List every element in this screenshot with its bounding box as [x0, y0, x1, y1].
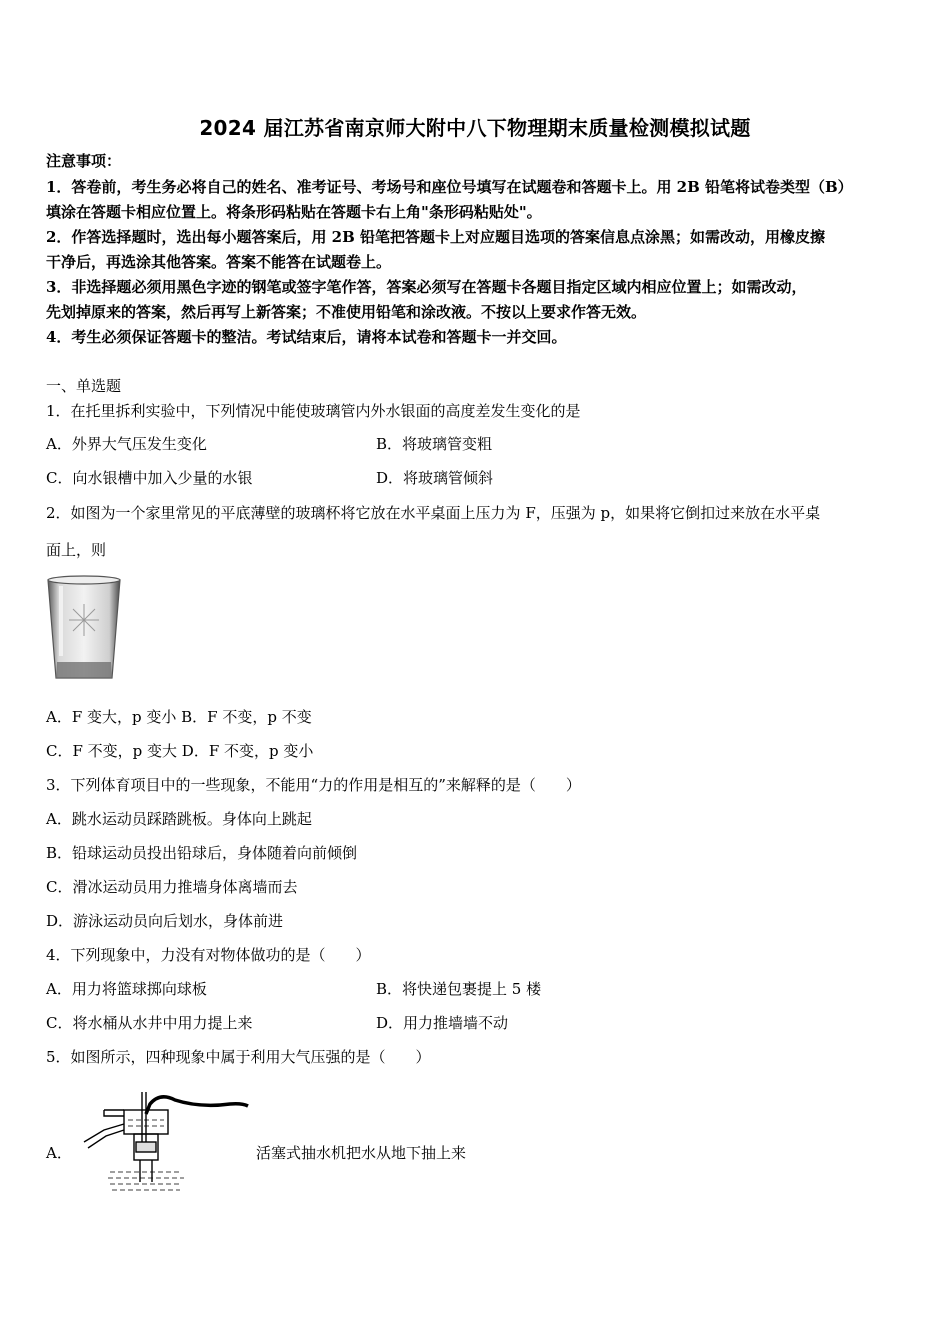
- q4-option-d: D．用力推墙墙不动: [376, 1014, 509, 1032]
- q2-options-row1: A．F 变大，p 变小 B．F 不变，p 不变: [46, 708, 312, 726]
- page-title: 2024 届江苏省南京师大附中八下物理期末质量检测模拟试题: [199, 116, 751, 140]
- q5-option-a-text: 活塞式抽水机把水从地下抽上来: [256, 1144, 467, 1162]
- q1-option-c: C．向水银槽中加入少量的水银: [46, 469, 253, 487]
- section-heading: 一、单选题: [46, 377, 122, 395]
- piston-pump-figure: [80, 1086, 254, 1196]
- notice-line: 干净后，再选涂其他答案。答案不能答在试题卷上。: [46, 253, 392, 271]
- q1-option-a: A．外界大气压发生变化: [46, 435, 207, 453]
- notice-line: 2．作答选择题时，选出每小题答案后，用 2B 铅笔把答题卡上对应题目选项的答案信息点涂黑；如需改动，用橡皮擦: [46, 228, 826, 246]
- q2-stem: 2．如图为一个家里常见的平底薄壁的玻璃杯将它放在水平桌面上压力为 F，压强为 p，如果将它倒扣过来放在水平桌: [46, 504, 821, 522]
- notice-line: 1．答卷前，考生务必将自己的姓名、准考证号、考场号和座位号填写在试题卷和答题卡上。用 2B 铅笔将试卷类型（B）: [46, 178, 853, 196]
- notice-line: 填涂在答题卡相应位置上。将条形码粘贴在答题卡右上角"条形码粘贴处"。: [46, 203, 542, 221]
- q2-stem-cont: 面上，则: [46, 541, 107, 559]
- q3-option-d: D．游泳运动员向后划水，身体前进: [46, 912, 284, 930]
- q4-option-a: A．用力将篮球掷向球板: [46, 980, 207, 998]
- notice-line: 4．考生必须保证答题卡的整洁。考试结束后，请将本试卷和答题卡一并交回。: [46, 328, 567, 346]
- q4-stem: 4．下列现象中，力没有对物体做功的是（ ）: [46, 946, 371, 964]
- q1-option-b: B．将玻璃管变粗: [376, 435, 493, 453]
- notice-line: 先划掉原来的答案，然后再写上新答案；不准使用铅笔和涂改液。不按以上要求作答无效。: [46, 303, 647, 321]
- q4-option-c: C．将水桶从水井中用力提上来: [46, 1014, 253, 1032]
- q1-stem: 1．在托里拆利实验中，下列情况中能使玻璃管内外水银面的高度差发生变化的是: [46, 402, 581, 420]
- q3-option-c: C．滑冰运动员用力推墙身体离墙而去: [46, 878, 298, 896]
- q3-stem: 3．下列体育项目中的一些现象，不能用“力的作用是相互的”来解释的是（ ）: [46, 776, 581, 794]
- notice-heading: 注意事项：: [46, 152, 122, 170]
- q5-stem: 5．如图所示，四种现象中属于利用大气压强的是（ ）: [46, 1048, 431, 1066]
- q3-option-b: B．铅球运动员投出铅球后，身体随着向前倾倒: [46, 844, 358, 862]
- q1-option-d: D．将玻璃管倾斜: [376, 469, 494, 487]
- notice-line: 3．非选择题必须用黑色字迹的钢笔或签字笔作答，答案必须写在答题卡各题目指定区域内相应位置上；如需改动，: [46, 278, 807, 296]
- q3-option-a: A．跳水运动员踩踏跳板。身体向上跳起: [46, 810, 312, 828]
- q5-option-a-letter: A．: [46, 1144, 72, 1162]
- glass-cup-figure: [45, 574, 123, 684]
- q2-options-row2: C．F 不变，p 变大 D．F 不变，p 变小: [46, 742, 314, 760]
- q4-option-b: B．将快递包裹提上 5 楼: [376, 980, 542, 998]
